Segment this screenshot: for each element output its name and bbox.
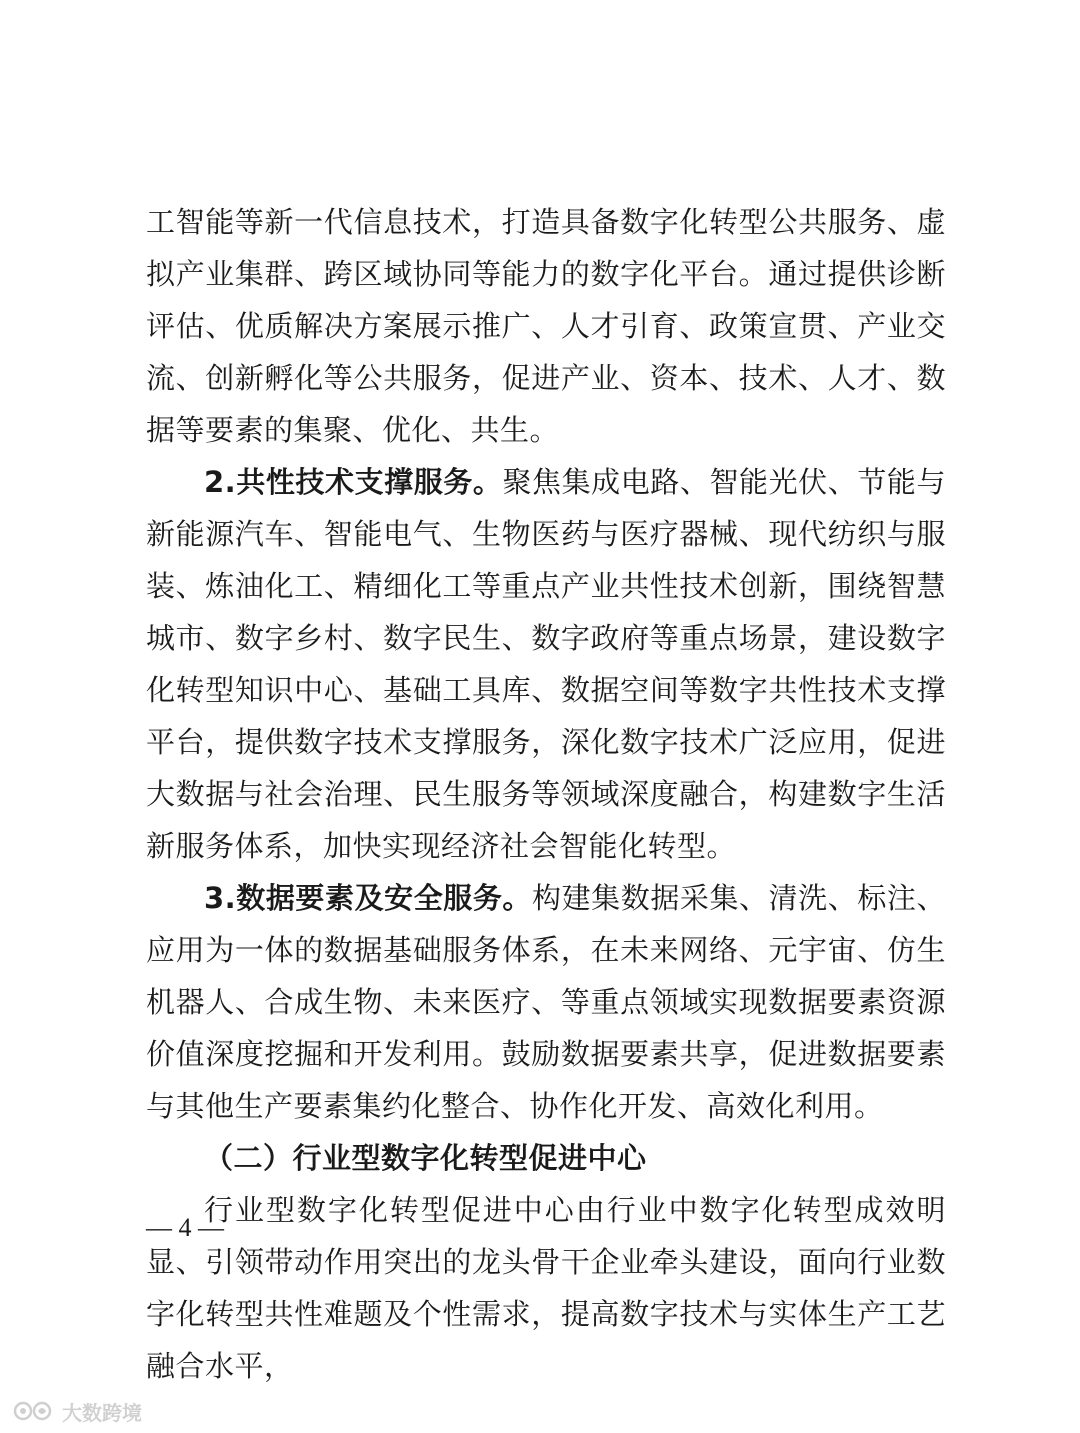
page-number: — 4 —: [146, 1213, 224, 1242]
paragraph-text: 工智能等新一代信息技术，打造具备数字化转型公共服务、虚拟产业集群、跨区域协同等能力的数字化平台。通过提供诊断评估、优质解决方案展示推广、人才引育、政策宣贯、产业交流、创新孵化等公共服务，促进产业、资本、技术、人才、数据等要素的集聚、优化、共生。: [146, 205, 946, 447]
paragraph-common-tech-support: [146, 456, 946, 872]
paragraph-text: 行业型数字化转型促进中心由行业中数字化转型成效明显、引领带动作用突出的龙头骨干企业牵头建设，面向行业数字化转型共性难题及个性需求，提高数字技术与实体生产工艺融合水平，: [146, 1193, 946, 1383]
watermark-text: 大数跨境: [62, 1400, 142, 1425]
watermark: [12, 1396, 142, 1426]
paragraph-industry-center: [146, 1184, 946, 1392]
brand-logo-icon: [12, 1400, 56, 1422]
section-heading: （二）行业型数字化转型促进中心: [204, 1141, 647, 1175]
paragraph-text: 聚焦集成电路、智能光伏、节能与新能源汽车、智能电气、生物医药与医疗器械、现代纺织与服装、炼油化工、精细化工等重点产业共性技术创新，围绕智慧城市、数字乡村、数字民生、数字政府等重点场景，建设数字化转型知识中心、基础工具库、数据空间等数字共性技术支撑平台，提供数字技术支撑服务，深化数字技术广泛应用，促进大数据与社会治理、民生服务等领域深度融合，构建数字生活新服务体系，加快实现经济社会智能化转型。: [146, 465, 946, 863]
paragraph-lead-heading: 3.数据要素及安全服务。: [204, 881, 533, 915]
paragraph-continuation: [146, 196, 946, 456]
paragraph-lead-heading: 2.共性技术支撑服务。: [204, 465, 503, 499]
paragraph-data-security: [146, 872, 946, 1132]
document-body: [146, 196, 946, 1392]
paragraph-text: 构建集数据采集、清洗、标注、应用为一体的数据基础服务体系，在未来网络、元宇宙、仿生机器人、合成生物、未来医疗、等重点领域实现数据要素资源价值深度挖掘和开发利用。鼓励数据要素共享，促进数据要素与其他生产要素集约化整合、协作化开发、高效化利用。: [146, 881, 946, 1123]
